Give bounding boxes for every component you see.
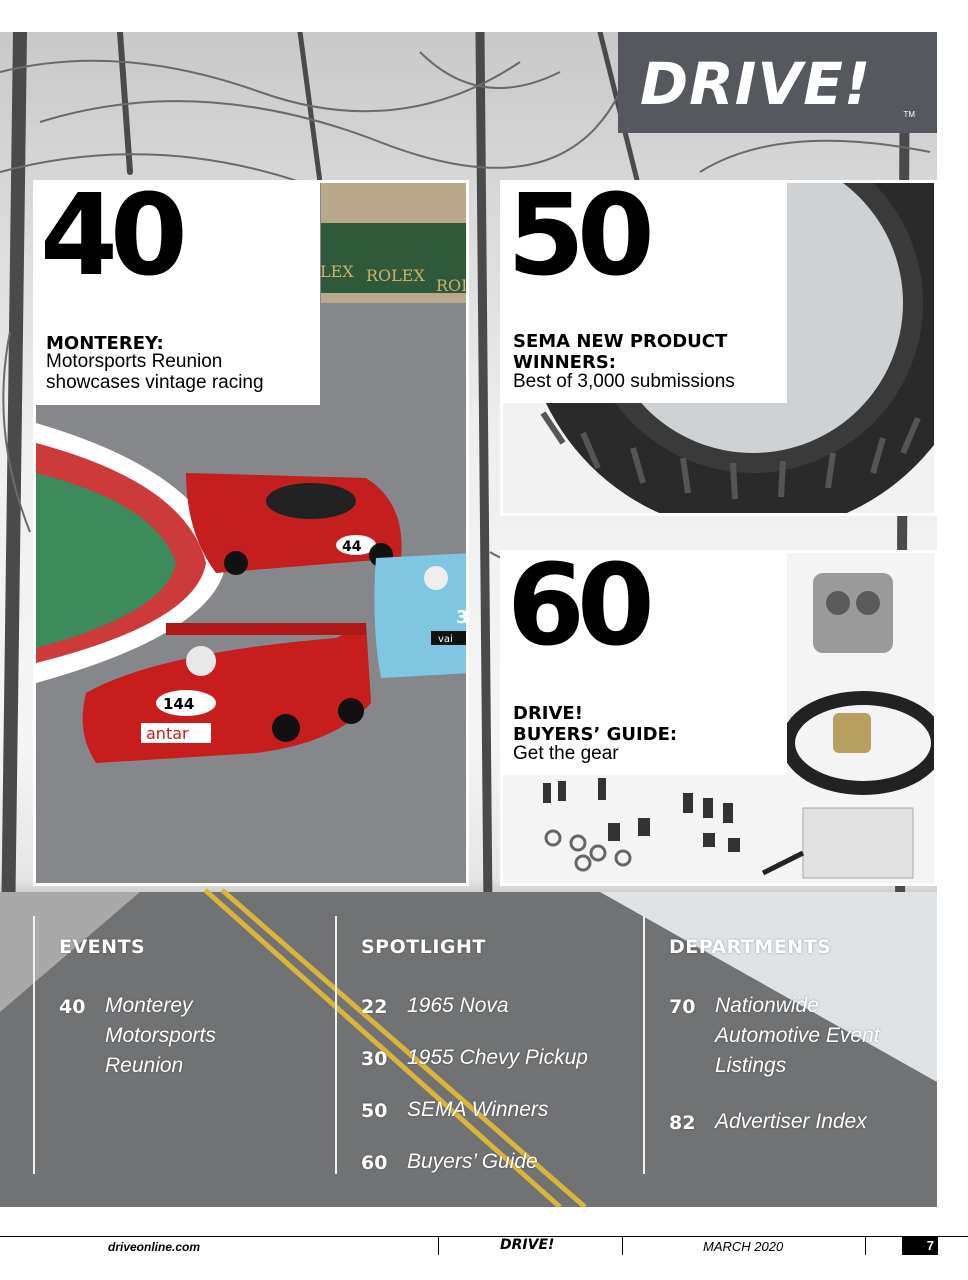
rolex-sign-2: ROL bbox=[436, 276, 472, 295]
feature-50-number: 50 bbox=[507, 180, 647, 301]
footer-divider bbox=[438, 1237, 439, 1255]
toc-departments-heading: DEPARTMENTS bbox=[669, 936, 832, 958]
footer-url[interactable]: driveonline.com bbox=[108, 1240, 201, 1254]
feature-60-subtitle: Get the gear bbox=[513, 743, 619, 764]
toc-entry-title: 1955 Chevy Pickup bbox=[407, 1046, 588, 1069]
toc-item[interactable] bbox=[361, 1048, 588, 1073]
car-number-144: 144 bbox=[163, 695, 195, 713]
sponsor-antar: antar bbox=[146, 724, 189, 743]
feature-50-card bbox=[503, 180, 787, 403]
feature-60-title: DRIVE! BUYERS’ GUIDE: bbox=[513, 703, 678, 745]
toc-departments bbox=[643, 916, 939, 1174]
blue-car bbox=[374, 553, 469, 678]
toc-page-number: 50 bbox=[361, 1100, 388, 1122]
feature-40-title: MONTEREY: bbox=[46, 333, 164, 354]
feature-40-number: 40 bbox=[40, 180, 180, 301]
footer-logo: DRIVE! bbox=[500, 1237, 555, 1253]
red-car-44 bbox=[186, 473, 402, 575]
page-footer bbox=[0, 1236, 968, 1257]
drive-logo bbox=[618, 32, 937, 133]
toc-item[interactable] bbox=[669, 1112, 867, 1137]
toc-item[interactable] bbox=[361, 1152, 538, 1177]
toc-entry-title: Advertiser Index bbox=[715, 1110, 867, 1133]
logo-trademark: TM bbox=[903, 110, 915, 119]
car-number-3: 3 bbox=[456, 607, 469, 628]
sponsor-van: vai bbox=[438, 634, 453, 645]
toc-item[interactable] bbox=[669, 996, 880, 1081]
feature-sema[interactable] bbox=[500, 180, 937, 516]
toc-page-number: 82 bbox=[669, 1112, 696, 1134]
feature-50-subtitle: Best of 3,000 submissions bbox=[513, 371, 735, 392]
toc-item[interactable] bbox=[361, 1100, 548, 1125]
feature-40-subtitle: Motorsports Reunion showcases vintage racing bbox=[46, 351, 264, 393]
page-number: 7 bbox=[902, 1237, 938, 1255]
feature-60-number: 60 bbox=[507, 550, 647, 671]
rolex-sign-1: ROLEX bbox=[366, 266, 425, 285]
feature-60-card bbox=[503, 550, 787, 775]
feature-40-card bbox=[36, 180, 320, 405]
toc-item[interactable] bbox=[361, 996, 509, 1021]
toc-spotlight bbox=[335, 916, 643, 1174]
toc-page-number: 40 bbox=[59, 996, 86, 1018]
toc-item[interactable] bbox=[59, 996, 216, 1081]
toc-entry-title: SEMA Winners bbox=[407, 1098, 549, 1121]
toc-spotlight-heading: SPOTLIGHT bbox=[361, 936, 486, 958]
feature-monterey[interactable] bbox=[33, 180, 472, 886]
feature-buyers-guide[interactable] bbox=[500, 550, 937, 886]
rolex-sign-3: LEX bbox=[320, 262, 354, 281]
toc-page-number: 30 bbox=[361, 1048, 388, 1070]
toc-entry-title: 1965 Nova bbox=[407, 994, 509, 1017]
toc-entry-title: Buyers’ Guide bbox=[407, 1150, 538, 1173]
toc-entry-title: Monterey Motorsports Reunion bbox=[105, 994, 216, 1077]
footer-divider bbox=[622, 1237, 623, 1255]
car-number-44: 44 bbox=[342, 539, 362, 555]
toc-page-number: 60 bbox=[361, 1152, 388, 1174]
toc-page-number: 70 bbox=[669, 996, 696, 1018]
feature-50-title: SEMA NEW PRODUCT WINNERS: bbox=[513, 331, 728, 373]
logo-text: DRIVE! bbox=[640, 50, 872, 118]
toc-entry-title: Nationwide Automotive Event Listings bbox=[715, 994, 880, 1077]
toc-page-number: 22 bbox=[361, 996, 388, 1018]
toc-events-heading: EVENTS bbox=[59, 936, 146, 958]
footer-divider bbox=[865, 1237, 866, 1255]
footer-date: MARCH 2020 bbox=[703, 1239, 784, 1254]
toc-events bbox=[33, 916, 335, 1174]
